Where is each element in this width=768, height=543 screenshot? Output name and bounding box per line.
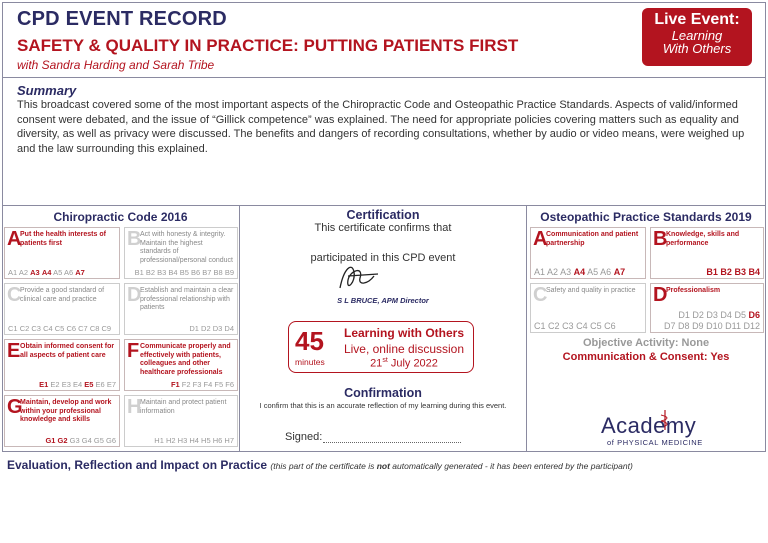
evaluation-title: Evaluation, Reflection and Impact on Practice bbox=[7, 458, 268, 472]
standard-codes bbox=[45, 436, 116, 445]
standard-codes bbox=[8, 324, 111, 333]
code-f6: F6 bbox=[225, 380, 234, 389]
code-c1: C1 bbox=[534, 321, 546, 331]
code-a6: A6 bbox=[600, 267, 612, 277]
code-d4: D4 bbox=[224, 324, 234, 333]
standard-letter: A bbox=[7, 228, 22, 250]
code-a7: A7 bbox=[75, 268, 85, 277]
note-part1: (this part of the certificate is bbox=[270, 461, 377, 471]
signer-name: S L BRUCE, APM Director bbox=[337, 296, 429, 305]
divider bbox=[2, 205, 766, 206]
code-a6: A6 bbox=[63, 268, 74, 277]
code-a5: A5 bbox=[587, 267, 599, 277]
code-a7: A7 bbox=[613, 267, 626, 277]
code-c9: C9 bbox=[101, 324, 112, 333]
standard-letter: G bbox=[7, 396, 23, 418]
code-d1: D1 bbox=[189, 324, 199, 333]
code-d12: D12 bbox=[743, 321, 760, 331]
date-suffix: st bbox=[382, 357, 388, 364]
code-b5: B5 bbox=[179, 268, 189, 277]
code-c6: C6 bbox=[604, 321, 616, 331]
code-b2: B2 bbox=[145, 268, 156, 277]
osteo-standard-d bbox=[650, 283, 764, 333]
code-e3: E3 bbox=[61, 380, 71, 389]
note-bold: not bbox=[376, 461, 390, 471]
code-b8: B8 bbox=[213, 268, 223, 277]
badge-line3: With Others bbox=[662, 41, 732, 56]
code-d1: D1 bbox=[678, 310, 690, 320]
standard-codes bbox=[39, 380, 116, 389]
code-g1: G1 bbox=[45, 436, 56, 445]
event-details-box bbox=[288, 321, 474, 373]
code-d11: D11 bbox=[725, 321, 741, 331]
code-a3: A3 bbox=[30, 268, 40, 277]
standard-row1-codes bbox=[678, 310, 760, 320]
standard-letter: C bbox=[7, 284, 22, 306]
standard-description: Safety and quality in practice bbox=[546, 287, 636, 294]
code-c3: C3 bbox=[31, 324, 41, 333]
standard-description: Maintain and protect patient information bbox=[140, 399, 227, 415]
standard-description: Act with honesty & integrity. Maintain the highest standards of professional/personal conduct bbox=[140, 231, 234, 264]
practice-area: Communication & Consent: Yes bbox=[562, 351, 730, 363]
code-d3: D3 bbox=[212, 324, 223, 333]
badge-line1: Live Event: bbox=[654, 11, 740, 28]
standard-codes bbox=[171, 380, 234, 389]
code-c2: C2 bbox=[548, 321, 560, 331]
date-rest: July 2022 bbox=[387, 357, 438, 370]
evaluation-heading bbox=[7, 458, 633, 472]
code-c4: C4 bbox=[576, 321, 588, 331]
certification-line2: participated in this CPD event bbox=[310, 252, 456, 264]
chiro-standard-h bbox=[124, 395, 238, 447]
event-date bbox=[339, 357, 469, 370]
code-e6: E6 bbox=[95, 380, 105, 389]
code-c6: C6 bbox=[66, 324, 77, 333]
code-f4: F4 bbox=[203, 380, 213, 389]
confirmation-heading: Confirmation bbox=[344, 386, 422, 400]
standard-letter: F bbox=[127, 340, 140, 362]
code-f5: F5 bbox=[214, 380, 224, 389]
code-g5: G5 bbox=[93, 436, 104, 445]
code-h4: H4 bbox=[189, 436, 199, 445]
certification-line1: This certificate confirms that bbox=[314, 222, 452, 234]
code-a3: A3 bbox=[560, 267, 572, 277]
signature-mark bbox=[334, 258, 384, 298]
standard-description: Knowledge, skills and performance bbox=[666, 231, 740, 247]
code-c2: C2 bbox=[19, 324, 30, 333]
standard-letter: H bbox=[127, 396, 142, 418]
code-b7: B7 bbox=[202, 268, 212, 277]
code-e1: E1 bbox=[39, 380, 49, 389]
code-d6: D6 bbox=[748, 310, 760, 320]
code-c4: C4 bbox=[43, 324, 53, 333]
code-b6: B6 bbox=[190, 268, 201, 277]
presenters: with Sandra Harding and Sarah Tribe bbox=[17, 58, 215, 72]
code-h5: H5 bbox=[201, 436, 211, 445]
standard-letter: E bbox=[7, 340, 21, 362]
event-type: Learning with Others bbox=[343, 326, 464, 340]
chiropractic-title: Chiropractic Code 2016 bbox=[53, 210, 188, 224]
record-title: CPD EVENT RECORD bbox=[17, 8, 227, 30]
standard-codes bbox=[706, 267, 760, 277]
code-f3: F3 bbox=[192, 380, 202, 389]
objective-activity: Objective Activity: None bbox=[582, 337, 710, 349]
code-h3: H3 bbox=[177, 436, 188, 445]
code-b3: B3 bbox=[157, 268, 167, 277]
summary-text: This broadcast covered some of the most important aspects of the Chiropractic Code and Osteopathic Practice Standards. Aspects of valid/informed consent were debated, and the issue of “Gillick competence” was explained. The need for appropriate policies covering matters such as equality and diversity, as well as privacy were discussed. The benefits and dangers of recording consultations, whether by audio or video means, were weighed up and the law surrounding this explained. bbox=[17, 99, 745, 155]
standard-codes bbox=[154, 436, 234, 445]
code-a2: A2 bbox=[18, 268, 29, 277]
standard-description: Provide a good standard of clinical care and practice bbox=[20, 287, 105, 303]
code-a1: A1 bbox=[8, 268, 18, 277]
standard-codes bbox=[135, 268, 234, 277]
live-event-badge bbox=[642, 8, 752, 66]
code-b1: B1 bbox=[706, 267, 718, 277]
standard-letter: D bbox=[127, 284, 142, 306]
code-e7: E7 bbox=[106, 380, 116, 389]
code-h1: H1 bbox=[154, 436, 164, 445]
minutes-label: minutes bbox=[295, 357, 325, 367]
code-a4: A4 bbox=[573, 267, 586, 277]
code-h2: H2 bbox=[165, 436, 176, 445]
code-d9: D9 bbox=[692, 321, 704, 331]
code-h6: H6 bbox=[212, 436, 223, 445]
standard-codes bbox=[534, 321, 616, 331]
event-format: Live, online discussion bbox=[343, 342, 465, 356]
chiro-standard-g bbox=[4, 395, 120, 447]
date-day: 21 bbox=[370, 357, 383, 370]
standard-description: Communicate properly and effectively with patients, colleagues and other healthcare professionals bbox=[140, 343, 231, 376]
code-e5: E5 bbox=[84, 380, 94, 389]
osteo-standard-b bbox=[650, 227, 764, 279]
code-c7: C7 bbox=[78, 324, 88, 333]
code-g2: G2 bbox=[57, 436, 68, 445]
chiro-standard-a bbox=[4, 227, 120, 279]
code-a4: A4 bbox=[41, 268, 52, 277]
chiro-standard-e bbox=[4, 339, 120, 391]
code-g6: G6 bbox=[105, 436, 116, 445]
standard-description: Establish and maintain a clear professional relationship with patients bbox=[140, 287, 234, 311]
code-d2: D2 bbox=[692, 310, 704, 320]
chiro-standard-b bbox=[124, 227, 238, 279]
code-c5: C5 bbox=[54, 324, 65, 333]
osteo-standard-a bbox=[530, 227, 646, 279]
chiro-standard-d bbox=[124, 283, 238, 335]
code-g4: G4 bbox=[81, 436, 92, 445]
academy-logo bbox=[601, 413, 711, 447]
standard-letter: D bbox=[653, 284, 668, 306]
code-a2: A2 bbox=[547, 267, 559, 277]
badge-line2: Learning bbox=[671, 28, 723, 43]
standard-description: Obtain informed consent for all aspects of patient care bbox=[20, 343, 115, 359]
standard-description: Maintain, develop and work within your professional knowledge and skills bbox=[20, 399, 112, 423]
signature-line[interactable] bbox=[323, 442, 461, 443]
note-part2: automatically generated - it has been entered by the participant) bbox=[389, 461, 633, 471]
code-b4: B4 bbox=[748, 267, 760, 277]
code-d3: D3 bbox=[706, 310, 718, 320]
osteo-standard-c bbox=[530, 283, 646, 333]
code-a1: A1 bbox=[534, 267, 546, 277]
code-c5: C5 bbox=[590, 321, 602, 331]
standard-letter: B bbox=[127, 228, 142, 250]
standard-letter: C bbox=[533, 284, 548, 306]
code-b4: B4 bbox=[168, 268, 178, 277]
code-g3: G3 bbox=[69, 436, 80, 445]
confirmation-text: I confirm that this is an accurate reflection of my learning during this event. bbox=[259, 401, 507, 410]
code-d10: D10 bbox=[706, 321, 723, 331]
code-c1: C1 bbox=[8, 324, 18, 333]
code-b9: B9 bbox=[224, 268, 234, 277]
code-b2: B2 bbox=[720, 267, 732, 277]
code-d5: D5 bbox=[734, 310, 746, 320]
certification-heading: Certification bbox=[346, 208, 420, 222]
column-divider bbox=[526, 205, 527, 452]
chiro-standard-c bbox=[4, 283, 120, 335]
code-f2: F2 bbox=[181, 380, 191, 389]
chiro-standard-f bbox=[124, 339, 238, 391]
column-divider bbox=[239, 205, 240, 452]
standard-codes bbox=[8, 268, 85, 277]
code-b1: B1 bbox=[134, 268, 144, 277]
code-c3: C3 bbox=[562, 321, 574, 331]
standard-description: Professionalism bbox=[666, 287, 721, 294]
code-c8: C8 bbox=[89, 324, 100, 333]
code-d7: D7 bbox=[664, 321, 676, 331]
logo-subtext: of PHYSICAL MEDICINE bbox=[607, 438, 703, 447]
evaluation-note bbox=[270, 461, 632, 471]
code-h7: H7 bbox=[224, 436, 234, 445]
standard-letter: A bbox=[533, 228, 548, 250]
standard-description: Put the health interests of patients first bbox=[20, 231, 106, 247]
logo-text: Academy bbox=[601, 413, 697, 438]
osteopathic-title: Osteopathic Practice Standards 2019 bbox=[540, 210, 752, 224]
standard-codes bbox=[189, 324, 234, 333]
code-a5: A5 bbox=[53, 268, 63, 277]
standard-codes bbox=[534, 267, 625, 277]
code-e4: E4 bbox=[72, 380, 83, 389]
divider bbox=[2, 77, 766, 78]
signed-label: Signed: bbox=[285, 431, 323, 443]
code-d4: D4 bbox=[720, 310, 732, 320]
standard-description: Communication and patient partnership bbox=[546, 231, 639, 247]
code-b3: B3 bbox=[734, 267, 746, 277]
summary-heading: Summary bbox=[17, 83, 77, 98]
code-e2: E2 bbox=[50, 380, 60, 389]
code-d2: D2 bbox=[201, 324, 211, 333]
standard-letter: B bbox=[653, 228, 668, 250]
event-title: SAFETY & QUALITY IN PRACTICE: PUTTING PATIENTS FIRST bbox=[17, 36, 519, 55]
code-f1: F1 bbox=[170, 380, 180, 389]
code-d8: D8 bbox=[678, 321, 690, 331]
minutes-value: 45 bbox=[295, 326, 324, 356]
standard-row2-codes bbox=[664, 321, 760, 331]
